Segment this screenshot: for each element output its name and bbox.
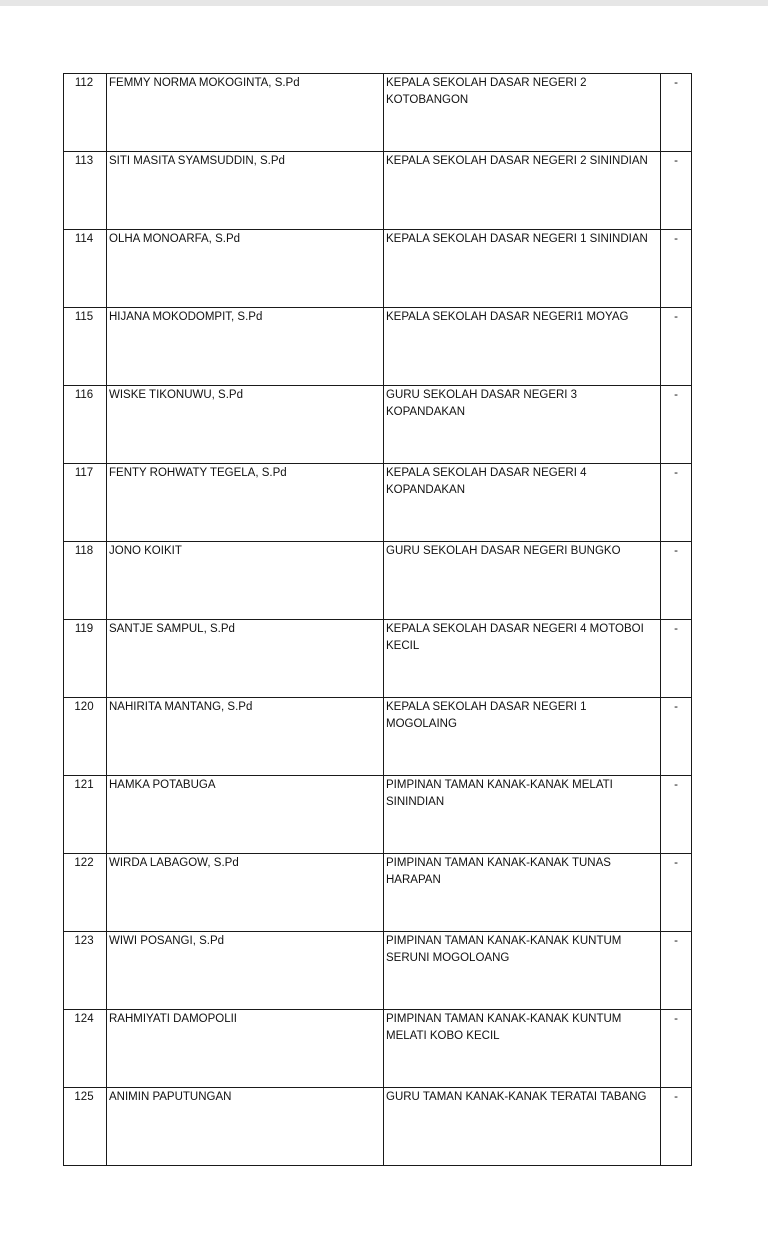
table-row	[64, 932, 692, 1010]
row-number: 123	[64, 932, 107, 1010]
position-title: KEPALA SEKOLAH DASAR NEGERI1 MOYAG	[384, 308, 661, 386]
table-row	[64, 74, 692, 152]
person-name: HAMKA POTABUGA	[107, 776, 384, 854]
note-cell: -	[661, 308, 692, 386]
table-row	[64, 698, 692, 776]
person-name: JONO KOIKIT	[107, 542, 384, 620]
table-row	[64, 464, 692, 542]
position-title: KEPALA SEKOLAH DASAR NEGERI 1 MOGOLAING	[384, 698, 661, 776]
person-name: WIWI POSANGI, S.Pd	[107, 932, 384, 1010]
row-number: 112	[64, 74, 107, 152]
table-row	[64, 308, 692, 386]
person-name: RAHMIYATI DAMOPOLII	[107, 1010, 384, 1088]
position-title: PIMPINAN TAMAN KANAK-KANAK KUNTUM SERUNI MOGOLOANG	[384, 932, 661, 1010]
table-row	[64, 152, 692, 230]
row-number: 116	[64, 386, 107, 464]
position-title: KEPALA SEKOLAH DASAR NEGERI 2 SININDIAN	[384, 152, 661, 230]
table-row	[64, 386, 692, 464]
table-row	[64, 620, 692, 698]
note-cell: -	[661, 74, 692, 152]
row-number: 117	[64, 464, 107, 542]
table-row	[64, 1088, 692, 1166]
row-number: 118	[64, 542, 107, 620]
top-border-band	[0, 0, 768, 6]
note-cell: -	[661, 698, 692, 776]
position-title: PIMPINAN TAMAN KANAK-KANAK TUNAS HARAPAN	[384, 854, 661, 932]
note-cell: -	[661, 1010, 692, 1088]
table-row	[64, 230, 692, 308]
person-name: WIRDA LABAGOW, S.Pd	[107, 854, 384, 932]
note-cell: -	[661, 854, 692, 932]
position-title: KEPALA SEKOLAH DASAR NEGERI 4 MOTOBOI KECIL	[384, 620, 661, 698]
note-cell: -	[661, 230, 692, 308]
personnel-table	[63, 73, 692, 1166]
row-number: 125	[64, 1088, 107, 1166]
person-name: NAHIRITA MANTANG, S.Pd	[107, 698, 384, 776]
position-title: KEPALA SEKOLAH DASAR NEGERI 2 KOTOBANGON	[384, 74, 661, 152]
person-name: WISKE TIKONUWU, S.Pd	[107, 386, 384, 464]
row-number: 124	[64, 1010, 107, 1088]
position-title: GURU SEKOLAH DASAR NEGERI BUNGKO	[384, 542, 661, 620]
person-name: FENTY ROHWATY TEGELA, S.Pd	[107, 464, 384, 542]
note-cell: -	[661, 386, 692, 464]
position-title: GURU TAMAN KANAK-KANAK TERATAI TABANG	[384, 1088, 661, 1166]
note-cell: -	[661, 620, 692, 698]
table-row	[64, 776, 692, 854]
person-name: SITI MASITA SYAMSUDDIN, S.Pd	[107, 152, 384, 230]
note-cell: -	[661, 464, 692, 542]
person-name: ANIMIN PAPUTUNGAN	[107, 1088, 384, 1166]
row-number: 119	[64, 620, 107, 698]
table-row	[64, 542, 692, 620]
note-cell: -	[661, 776, 692, 854]
table-row	[64, 1010, 692, 1088]
person-name: FEMMY NORMA MOKOGINTA, S.Pd	[107, 74, 384, 152]
row-number: 121	[64, 776, 107, 854]
row-number: 122	[64, 854, 107, 932]
position-title: KEPALA SEKOLAH DASAR NEGERI 4 KOPANDAKAN	[384, 464, 661, 542]
note-cell: -	[661, 152, 692, 230]
person-name: SANTJE SAMPUL, S.Pd	[107, 620, 384, 698]
table-row	[64, 854, 692, 932]
row-number: 120	[64, 698, 107, 776]
person-name: OLHA MONOARFA, S.Pd	[107, 230, 384, 308]
position-title: KEPALA SEKOLAH DASAR NEGERI 1 SININDIAN	[384, 230, 661, 308]
position-title: PIMPINAN TAMAN KANAK-KANAK KUNTUM MELATI KOBO KECIL	[384, 1010, 661, 1088]
position-title: PIMPINAN TAMAN KANAK-KANAK MELATI SININDIAN	[384, 776, 661, 854]
note-cell: -	[661, 932, 692, 1010]
note-cell: -	[661, 542, 692, 620]
person-name: HIJANA MOKODOMPIT, S.Pd	[107, 308, 384, 386]
row-number: 115	[64, 308, 107, 386]
personnel-table-body	[64, 74, 692, 1166]
position-title: GURU SEKOLAH DASAR NEGERI 3 KOPANDAKAN	[384, 386, 661, 464]
note-cell: -	[661, 1088, 692, 1166]
row-number: 114	[64, 230, 107, 308]
row-number: 113	[64, 152, 107, 230]
